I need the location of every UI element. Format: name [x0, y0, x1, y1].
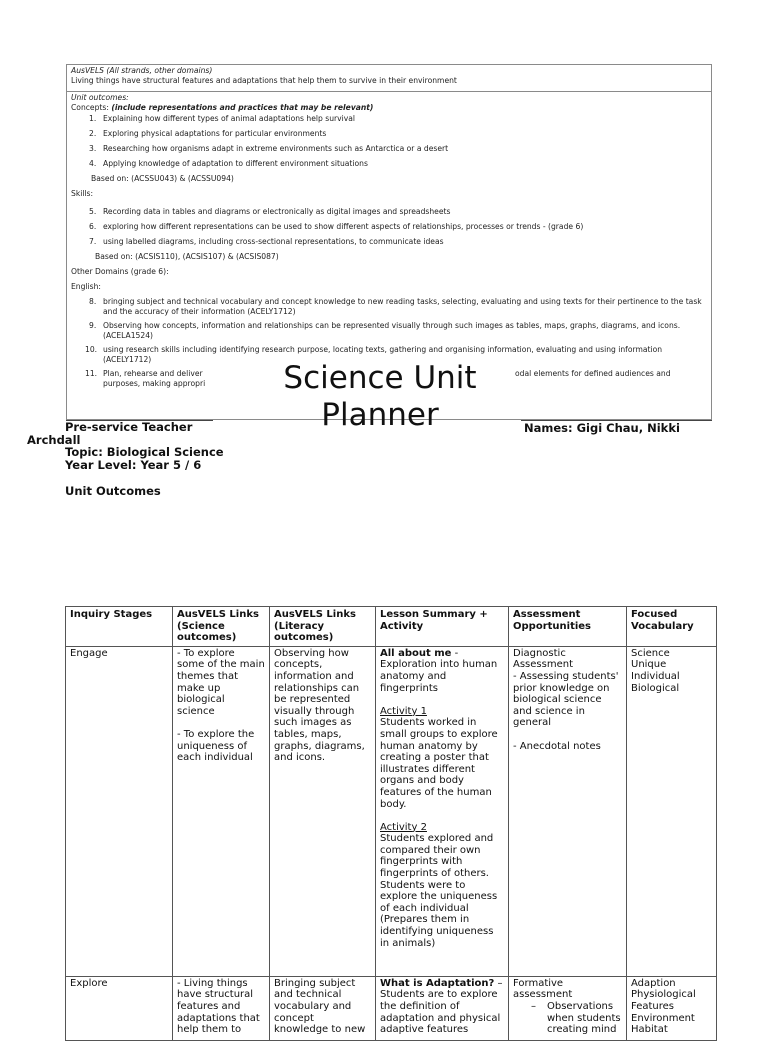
list-item: 11. Plan, rehearse and deliver odal elements for defined audiences and purposes, making appropri: [71, 369, 707, 389]
concepts-note: (include representations and practices that may be relevant): [111, 103, 374, 112]
list-item: 9. Observing how concepts, information and relationships can be represented visually through such images as tables, maps, graphs, diagrams, and icons. (ACELA1524): [89, 321, 681, 340]
page-title: [230, 360, 530, 434]
item-11-text: Plan, rehearse and deliver: [103, 369, 203, 378]
unit-outcomes-heading: Unit Outcomes: [65, 484, 161, 498]
names-label: Names: Gigi Chau, Nikki: [524, 421, 680, 435]
concepts-list: [71, 114, 707, 169]
unit-outcomes-label: Unit outcomes:: [71, 93, 129, 102]
list-item: 8. bringing subject and technical vocabulary and concept knowledge to new reading tasks, selecting, evaluating and using texts for their pertinence to the task and the accuracy of their information (ACELY1712): [89, 297, 702, 316]
list-item: 2. Exploring physical adaptations for particular environments: [89, 129, 327, 138]
assessment-cell: Formative assessment – Observations when students creating mind: [509, 976, 627, 1040]
vocabulary-cell: Science Unique Individual Biological: [627, 646, 717, 976]
header-inquiry-stages: Inquiry Stages: [66, 607, 173, 647]
list-item: 10. using research skills including identifying research purpose, locating texts, gathering and organising information, evaluating and using information (ACELY1712): [85, 345, 663, 364]
lesson-title: All about me: [380, 647, 452, 659]
ausvels-statement-section: [67, 65, 711, 92]
table-row: [66, 646, 717, 976]
activity-2-label: Activity 2: [380, 821, 427, 833]
title-line-1: Science Unit: [283, 360, 477, 396]
assessment-cell: Diagnostic Assessment - Assessing students' prior knowledge on biological science and science in general - Anecdotal notes: [509, 646, 627, 976]
header-science-links: AusVELS Links (Science outcomes): [173, 607, 270, 647]
list-item: 7. using labelled diagrams, including cross-sectional representations, to communicate ideas: [89, 237, 444, 246]
table-header-row: [66, 607, 717, 647]
stage-cell: Engage: [66, 646, 173, 976]
skills-list: [71, 207, 707, 247]
unit-planner-table: [65, 606, 717, 1041]
list-item: 5. Recording data in tables and diagrams or electronically as digital images and spreadsheets: [89, 207, 451, 216]
vocabulary-cell: Adaption Physiological Features Environment Habitat: [627, 976, 717, 1040]
ausvels-statement: Living things have structural features and adaptations that help them to survive in their environment: [71, 76, 457, 85]
list-item: 6. exploring how different representations can be used to show different aspects of relationships, processes or trends - (grade 6): [89, 222, 584, 231]
lesson-cell: All about me - Exploration into human anatomy and fingerprints Activity 1 Students worked in small groups to explore human anatomy by creating a poster that illustrates different organs and body features of the human body. Activity 2 Students explored and compared their own fingerprints with fingerprints of others. Students were to explore the uniqueness of each individual (Prepares them in identifying uniqueness in animals): [376, 646, 509, 976]
skills-based-on: Based on: (ACSIS110), (ACSIS107) & (ACSIS087): [95, 252, 279, 261]
item-11-text-right: odal elements for defined audiences and: [515, 369, 671, 378]
other-domains-label: Other Domains (grade 6):: [71, 267, 169, 276]
list-item: 3. Researching how organisms adapt in extreme environments such as Antarctica or a desert: [89, 144, 449, 153]
teacher-label: Pre-service Teacher: [65, 420, 193, 434]
year-level-label: Year Level: Year 5 / 6: [65, 458, 202, 472]
assessment-list: [513, 1001, 622, 1036]
literacy-cell: Observing how concepts, information and relationships can be represented visually through such images as tables, maps, graphs, diagrams, and icons.: [270, 646, 376, 976]
ausvels-heading: AusVELS (All strands, other domains): [71, 66, 213, 75]
header-literacy-links: AusVELS Links (Literacy outcomes): [270, 607, 376, 647]
title-line-2: Planner: [321, 397, 439, 433]
list-item: 4. Applying knowledge of adaptation to different environment situations: [89, 159, 368, 168]
lesson-cell: What is Adaptation? – Students are to explore the definition of adaptation and physical adaptive features: [376, 976, 509, 1040]
concepts-based-on: Based on: (ACSSU043) & (ACSSU094): [91, 174, 234, 183]
stage-cell: Explore: [66, 976, 173, 1040]
header-vocabulary: Focused Vocabulary: [627, 607, 717, 647]
topic-label: Topic: Biological Science: [65, 445, 224, 459]
science-cell: - To explore some of the main themes that make up biological science - To explore the uniqueness of each individual: [173, 646, 270, 976]
activity-1-label: Activity 1: [380, 705, 427, 717]
unit-outcomes-section: [67, 92, 711, 391]
item-11-line2: purposes, making appropri: [103, 379, 206, 388]
list-item: 1. Explaining how different types of animal adaptations help survival: [89, 114, 355, 123]
table-row: [66, 976, 717, 1040]
names-continued: Archdall: [27, 433, 81, 447]
header-assessment: Assessment Opportunities: [509, 607, 627, 647]
header-lesson-summary: Lesson Summary + Activity: [376, 607, 509, 647]
concepts-label: Concepts:: [71, 103, 109, 112]
list-item: – Observations when students creating mind: [531, 1000, 621, 1036]
lesson-title: What is Adaptation?: [380, 977, 495, 989]
skills-label: Skills:: [71, 189, 94, 198]
english-label: English:: [71, 282, 101, 291]
literacy-cell: Bringing subject and technical vocabulary and concept knowledge to new: [270, 976, 376, 1040]
concepts-heading: [71, 103, 707, 113]
science-cell: - Living things have structural features and adaptations that help them to: [173, 976, 270, 1040]
